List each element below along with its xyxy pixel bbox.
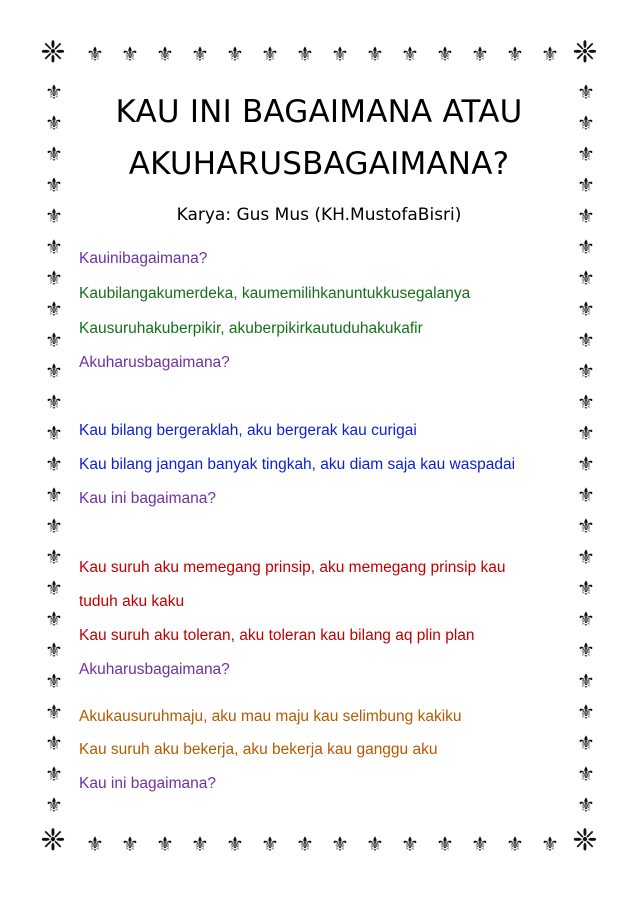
border-ornament-icon: ⚜ xyxy=(45,514,63,538)
border-ornament-icon: ⚜ xyxy=(577,514,595,538)
poem-line: Kau suruh aku toleran, aku toleran kau bilang aq plin plan xyxy=(79,627,475,644)
poem-line: tuduh aku kaku xyxy=(79,593,185,610)
border-ornament-icon: ⚜ xyxy=(45,700,63,724)
border-ornament-icon: ⚜ xyxy=(331,42,349,66)
poem-line: Kau bilang bergeraklah, aku bergerak kau curigai xyxy=(79,422,417,439)
border-ornament-icon: ⚜ xyxy=(506,832,524,856)
border-ornament-icon: ⚜ xyxy=(471,42,489,66)
border-ornament-icon: ⚜ xyxy=(577,576,595,600)
border-ornament-icon: ⚜ xyxy=(577,545,595,569)
border-ornament-icon: ⚜ xyxy=(577,390,595,414)
border-ornament-icon: ⚜ xyxy=(577,638,595,662)
border-ornament-icon: ⚜ xyxy=(45,452,63,476)
corner-ornament-icon: ❈ xyxy=(572,35,598,70)
border-ornament-icon: ⚜ xyxy=(45,483,63,507)
border-ornament-icon: ⚜ xyxy=(45,297,63,321)
border-ornament-icon: ⚜ xyxy=(296,42,314,66)
border-ornament-icon: ⚜ xyxy=(45,731,63,755)
poem-line: Kaubilangakumerdeka, kaumemilihkanuntukkusegalanya xyxy=(79,285,471,302)
border-ornament-icon: ⚜ xyxy=(45,793,63,817)
border-ornament-icon: ⚜ xyxy=(401,42,419,66)
poem-line: Kau bilang jangan banyak tingkah, aku diam saja kau waspadai xyxy=(79,456,516,473)
poem-line: Kauinibagaimana? xyxy=(79,250,208,267)
poem-title-line-2: AKUHARUSBAGAIMANA? xyxy=(128,146,510,182)
border-ornament-icon: ⚜ xyxy=(45,638,63,662)
poem-line: Akuharusbagaimana? xyxy=(79,661,230,678)
border-ornament-icon: ⚜ xyxy=(577,762,595,786)
border-ornament-icon: ⚜ xyxy=(436,832,454,856)
border-ornament-icon: ⚜ xyxy=(296,832,314,856)
poem-title-line-1: KAU INI BAGAIMANA ATAU xyxy=(115,94,523,130)
border-ornament-icon: ⚜ xyxy=(471,832,489,856)
border-ornament-icon: ⚜ xyxy=(577,80,595,104)
border-ornament-icon: ⚜ xyxy=(45,142,63,166)
corner-ornament-icon: ❈ xyxy=(40,35,66,70)
border-ornament-icon: ⚜ xyxy=(121,832,139,856)
border-ornament-icon: ⚜ xyxy=(577,731,595,755)
border-ornament-icon: ⚜ xyxy=(577,669,595,693)
border-ornament-icon: ⚜ xyxy=(45,545,63,569)
border-ornament-icon: ⚜ xyxy=(577,328,595,352)
border-ornament-icon: ⚜ xyxy=(577,173,595,197)
border-ornament-icon: ⚜ xyxy=(156,42,174,66)
border-ornament-icon: ⚜ xyxy=(45,266,63,290)
border-ornament-icon: ⚜ xyxy=(577,700,595,724)
border-ornament-icon: ⚜ xyxy=(577,607,595,631)
border-ornament-icon: ⚜ xyxy=(45,235,63,259)
poem-line: Kausuruhakuberpikir, akuberpikirkautuduhakukafir xyxy=(79,320,423,337)
corner-ornament-icon: ❈ xyxy=(40,823,66,858)
border-ornament-icon: ⚜ xyxy=(577,142,595,166)
border-ornament-icon: ⚜ xyxy=(366,42,384,66)
corner-ornament-icon: ❈ xyxy=(572,823,598,858)
border-ornament-icon: ⚜ xyxy=(45,173,63,197)
border-ornament-icon: ⚜ xyxy=(121,42,139,66)
border-ornament-icon: ⚜ xyxy=(577,111,595,135)
border-ornament-icon: ⚜ xyxy=(45,607,63,631)
border-ornament-icon: ⚜ xyxy=(366,832,384,856)
border-ornament-icon: ⚜ xyxy=(45,204,63,228)
border-ornament-icon: ⚜ xyxy=(86,42,104,66)
border-ornament-icon: ⚜ xyxy=(577,793,595,817)
border-ornament-icon: ⚜ xyxy=(577,421,595,445)
border-ornament-icon: ⚜ xyxy=(86,832,104,856)
border-ornament-icon: ⚜ xyxy=(577,359,595,383)
border-ornament-icon: ⚜ xyxy=(191,832,209,856)
border-ornament-icon: ⚜ xyxy=(577,266,595,290)
border-ornament-icon: ⚜ xyxy=(436,42,454,66)
poem-line: Akukausuruhmaju, aku mau maju kau selimbung kakiku xyxy=(79,708,462,725)
border-ornament-icon: ⚜ xyxy=(45,328,63,352)
border-ornament-icon: ⚜ xyxy=(45,669,63,693)
border-ornament-icon: ⚜ xyxy=(577,452,595,476)
border-ornament-icon: ⚜ xyxy=(156,832,174,856)
border-ornament-icon: ⚜ xyxy=(191,42,209,66)
poem-line: Kau ini bagaimana? xyxy=(79,490,217,507)
border-ornament-icon: ⚜ xyxy=(45,421,63,445)
border-ornament-icon: ⚜ xyxy=(226,832,244,856)
poem-line: Kau suruh aku bekerja, aku bekerja kau ganggu aku xyxy=(79,741,438,758)
border-ornament-icon: ⚜ xyxy=(577,483,595,507)
poem-line: Kau suruh aku memegang prinsip, aku memegang prinsip kau xyxy=(79,559,506,576)
border-ornament-icon: ⚜ xyxy=(45,359,63,383)
border-ornament-icon: ⚜ xyxy=(45,80,63,104)
border-ornament-icon: ⚜ xyxy=(45,390,63,414)
border-ornament-icon: ⚜ xyxy=(226,42,244,66)
border-ornament-icon: ⚜ xyxy=(45,762,63,786)
poem-line: Akuharusbagaimana? xyxy=(79,354,230,371)
border-ornament-icon: ⚜ xyxy=(577,204,595,228)
poem-author: Karya: Gus Mus (KH.MustofaBisri) xyxy=(176,205,462,225)
border-ornament-icon: ⚜ xyxy=(401,832,419,856)
border-ornament-icon: ⚜ xyxy=(45,111,63,135)
border-ornament-icon: ⚜ xyxy=(541,832,559,856)
border-ornament-icon: ⚜ xyxy=(506,42,524,66)
border-ornament-icon: ⚜ xyxy=(577,297,595,321)
border-ornament-icon: ⚜ xyxy=(45,576,63,600)
border-ornament-icon: ⚜ xyxy=(331,832,349,856)
border-ornament-icon: ⚜ xyxy=(261,832,279,856)
border-ornament-icon: ⚜ xyxy=(541,42,559,66)
poem-line: Kau ini bagaimana? xyxy=(79,775,217,792)
border-ornament-icon: ⚜ xyxy=(577,235,595,259)
border-ornament-icon: ⚜ xyxy=(261,42,279,66)
